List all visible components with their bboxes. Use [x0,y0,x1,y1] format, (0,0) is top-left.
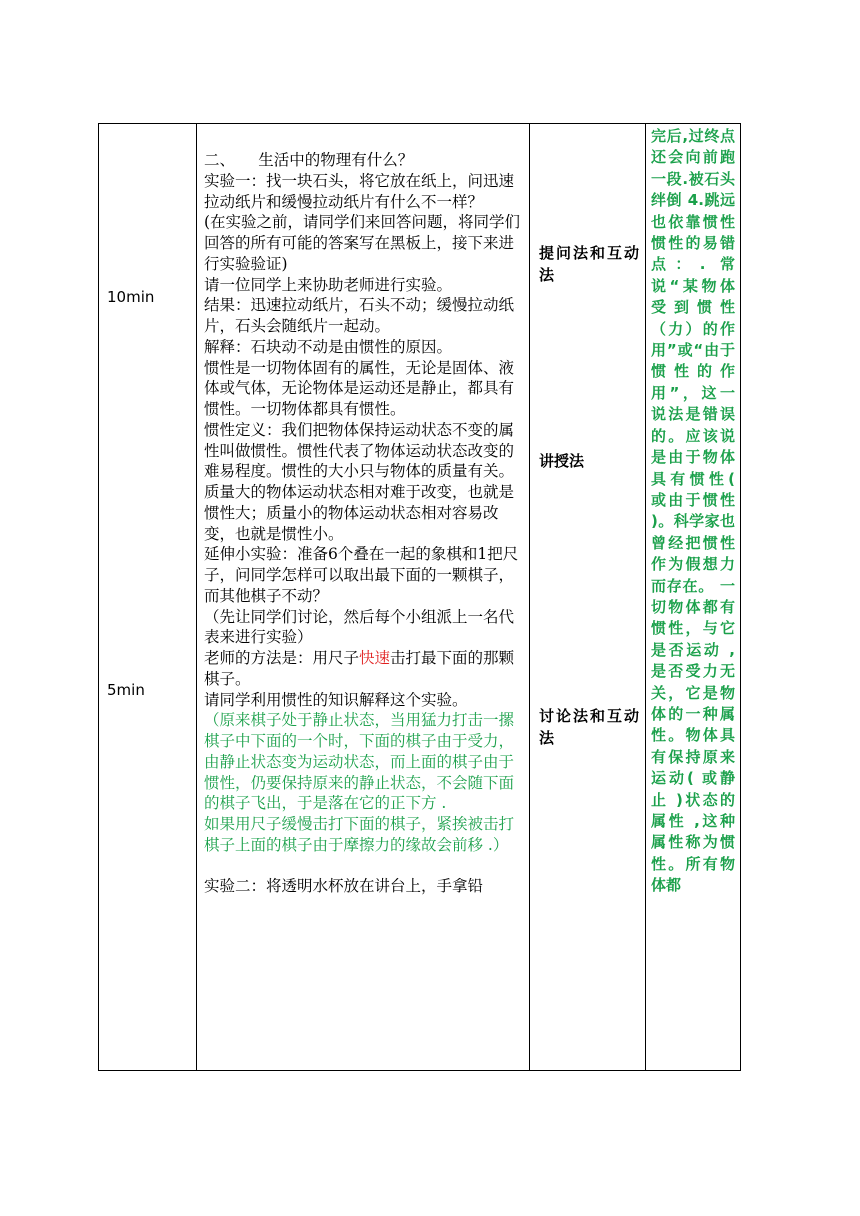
experiment-1: 实验一：找一块石头，将它放在纸上，问迅速拉动纸片和缓慢拉动纸片有什么不一样？ [204,171,515,211]
teacher-method [204,648,528,690]
column-divider [645,124,646,1070]
time-cell-10min: 10min [107,288,155,306]
lesson-table [98,123,741,1071]
inertia-definition: 惯性定义：我们把物体保持运动状态不变的属性叫做惯性。惯性代表了物体运动状态改变的难易程度。惯性的大小只与物体的质量有关。质量大的物体运动状态相对难于改变，也就是惯性大；质量小的物体运动状态相对容易改变，也就是惯性小。 [204,420,515,543]
time-cell-5min: 5min [107,681,145,699]
section-heading: 二、 生活中的物理有什么？ [204,151,414,169]
teaching-notes: 完后,过终点还会向前跑一段.被石头绊倒 4.跳远也依靠惯性 惯性的易错点：. 常说“某物体受到惯性（力）的作用”或“由于惯性的作用”，这一说法是错误的。应该说是由于物体具有惯性( 或由于惯性 )。科学家也曾经把惯性作为假想力而存在。 一切物体都有惯性，与它是否运动 ,是否受力无关，它是物体的一种属性。物体具有保持原来运动( 或静止 )状态的属性 ,这种属性称为惯性。所有物体都 [651,127,735,895]
lesson-content [204,150,528,897]
discussion-note: （先让同学们讨论，然后每个小组派上一名代表来进行实验） [204,607,515,647]
answer-explanation-1: （原来棋子处于静止状态，当用猛力打击一摞棋子中下面的一个时，下面的棋子由于受力，由静止状态变为运动状态，而上面的棋子由于惯性，仍要保持原来的静止状态，不会随下面的棋子飞出，于是落在它的正下方 . [204,711,515,813]
experiment-2: 实验二：将透明水杯放在讲台上，手拿铅 [204,877,484,896]
result-text: 结果：迅速拉动纸片，石头不动；缓慢拉动纸片，石头会随纸片一起动。 [204,296,515,335]
column-divider [529,124,530,1070]
column-divider [196,124,197,1070]
assistant-request: 请一位同学上来协助老师进行实验。 [204,275,453,294]
blank-line [204,856,528,877]
explain-prompt: 请同学利用惯性的知识解释这个实验。 [204,690,468,709]
answer-explanation-2: 如果用尺子缓慢击打下面的棋子，紧挨被击打棋子上面的棋子由于摩擦力的缘故会前移 .） [204,815,515,854]
teacher-method-prefix: 老师的方法是：用尺子 [204,649,360,667]
pre-experiment-note: (在实验之前，请同学们来回答问题，将同学们回答的所有可能的答案写在黑板上，接下来进行实验验证) [204,213,521,273]
inertia-property: 惯性是一切物体固有的属性，无论是固体、液体或气体，无论物体是运动还是静止，都具有惯性。一切物体都具有惯性。 [204,358,515,418]
explanation-text: 解释：石块动不动是由惯性的原因。 [204,337,453,356]
method-question-interaction: 提问法和互动法 [539,244,639,284]
highlight-fast: 快速 [359,649,391,667]
method-discussion-interaction: 讨论法和互动法 [539,707,639,747]
teacher-method-suffix: 击打最下面的那颗棋子。 [204,649,515,688]
method-lecture: 讲授法 [539,452,585,470]
extension-experiment: 延伸小实验：准备6个叠在一起的象棋和1把尺子，问同学怎样可以取出最下面的一颗棋子，而其他棋子不动？ [204,545,519,605]
